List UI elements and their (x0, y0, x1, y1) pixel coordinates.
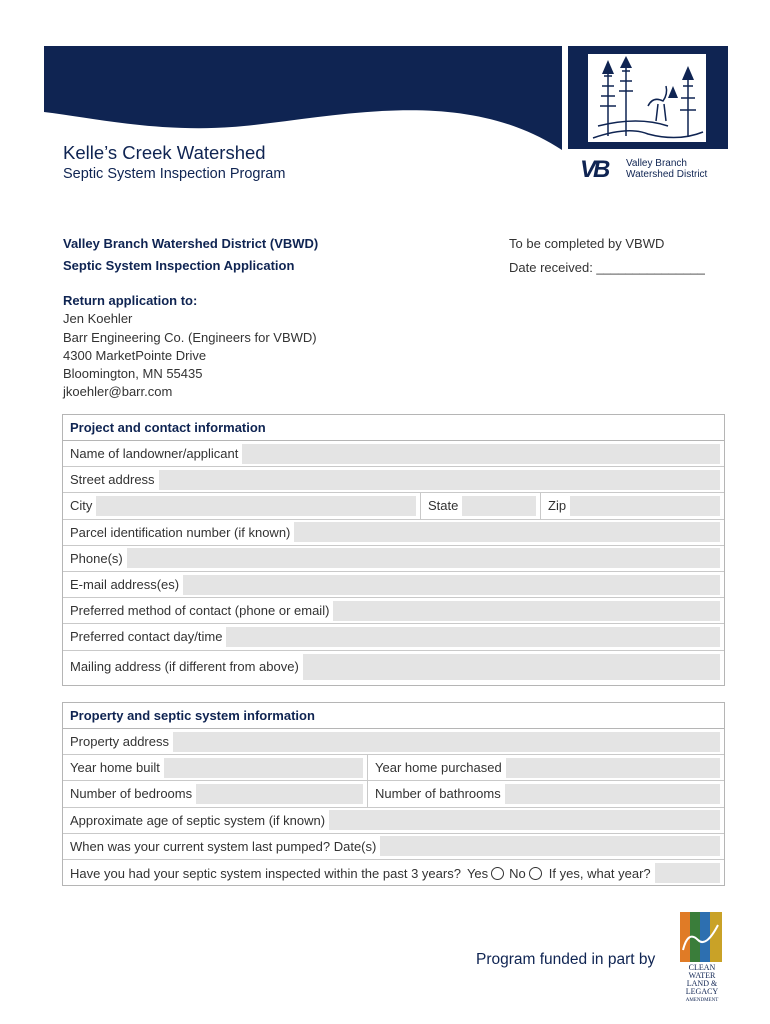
field-label: When was your current system last pumped? Date(s) (70, 838, 377, 854)
vb-name-line1: Valley Branch (626, 158, 687, 169)
return-line: Jen Koehler (63, 311, 133, 327)
logo-text-line: AMENDMENT (685, 998, 719, 1002)
office-use-line: To be completed by VBWD (509, 236, 665, 251)
vb-name (626, 158, 707, 180)
form-row (63, 651, 724, 683)
mailing-address-field[interactable] (303, 654, 720, 680)
landowner-name-field[interactable] (242, 444, 720, 464)
vbwd-logo (580, 157, 730, 183)
parcel-id-field[interactable] (294, 522, 720, 542)
field-label: Mailing address (if different from above) (70, 659, 299, 674)
form-row (63, 467, 724, 493)
field-label: Property address (70, 734, 169, 750)
field-label: Street address (70, 472, 155, 488)
street-address-field[interactable] (159, 470, 720, 490)
program-subtitle: Septic System Inspection Program (63, 166, 286, 182)
field-label: Approximate age of septic system (if known) (70, 812, 326, 828)
zip-cell (540, 493, 724, 518)
application-heading (63, 233, 318, 277)
form-row (63, 546, 724, 572)
section-title: Project and contact information (63, 415, 724, 441)
no-label: No (509, 865, 526, 881)
field-label: Phone(s) (70, 550, 123, 566)
field-label: City (70, 498, 93, 514)
property-info-section (62, 702, 725, 886)
form-row (63, 729, 724, 755)
office-use-block (509, 232, 705, 280)
if-yes-label: If yes, what year? (548, 865, 651, 881)
form-row (63, 808, 724, 834)
vb-name-line2: Watershed District (626, 169, 708, 180)
field-label: Parcel identification number (if known) (70, 524, 291, 540)
field-label: Number of bathrooms (375, 786, 501, 802)
last-pumped-field[interactable] (380, 836, 720, 856)
contact-info-section (62, 414, 725, 686)
logo-text-line: LAND & (686, 979, 718, 988)
preferred-time-field[interactable] (226, 627, 720, 647)
field-label: Have you had your septic system inspected within the past 3 years? (70, 865, 461, 881)
form-name: Septic System Inspection Application (63, 258, 295, 273)
bedrooms-cell (63, 781, 367, 806)
return-email: jkoehler@barr.com (63, 384, 173, 400)
header-banner-wave (44, 46, 562, 150)
return-address-block (63, 292, 317, 402)
form-row (63, 493, 724, 519)
email-field[interactable] (183, 575, 720, 595)
return-line: 4300 MarketPointe Drive (63, 347, 207, 363)
return-line: Bloomington, MN 55435 (63, 366, 203, 382)
yes-radio[interactable] (491, 867, 504, 880)
field-label: Year home built (70, 760, 160, 776)
bathrooms-field[interactable] (505, 784, 720, 804)
year-built-field[interactable] (164, 758, 363, 778)
yes-label: Yes (466, 865, 489, 881)
form-row (63, 860, 724, 886)
year-purchased-field[interactable] (506, 758, 720, 778)
state-field[interactable] (462, 496, 536, 516)
year-purchased-cell (367, 755, 724, 780)
funding-text: Program funded in part by (476, 951, 656, 968)
org-line: Valley Branch Watershed District (VBWD) (63, 236, 319, 251)
septic-age-field[interactable] (329, 810, 720, 830)
city-cell (63, 493, 420, 518)
section-title: Property and septic system information (63, 703, 724, 729)
field-label: E-mail address(es) (70, 577, 180, 593)
field-label: Number of bedrooms (70, 786, 193, 802)
phone-field[interactable] (127, 548, 720, 568)
vb-mark: VB (580, 156, 608, 183)
bathrooms-cell (367, 781, 724, 806)
return-line: Barr Engineering Co. (Engineers for VBWD) (63, 329, 317, 345)
program-title: Kelle’s Creek Watershed (63, 142, 266, 163)
city-field[interactable] (96, 496, 416, 516)
form-row (63, 834, 724, 860)
return-title: Return application to: (63, 293, 198, 308)
bedrooms-field[interactable] (196, 784, 363, 804)
form-row (63, 755, 724, 781)
form-row (63, 520, 724, 546)
field-label: Zip (548, 498, 567, 514)
state-cell (420, 493, 540, 518)
no-radio[interactable] (529, 867, 542, 880)
form-row (63, 441, 724, 467)
form-row (63, 598, 724, 624)
logo-text-line: WATER (688, 971, 716, 980)
field-label: Preferred method of contact (phone or email) (70, 603, 330, 619)
year-built-cell (63, 755, 367, 780)
date-received: Date received: _______________ (509, 260, 705, 275)
form-row (63, 624, 724, 650)
property-address-field[interactable] (173, 732, 720, 752)
inspection-year-field[interactable] (655, 863, 720, 883)
logo-text-line: LEGACY (685, 987, 719, 996)
form-row (63, 781, 724, 807)
watershed-illustration-logo (568, 46, 728, 149)
clean-water-land-legacy-logo (678, 910, 726, 1002)
preferred-method-field[interactable] (333, 601, 720, 621)
field-label: Preferred contact day/time (70, 629, 223, 645)
field-label: Year home purchased (375, 760, 502, 776)
field-label: State (428, 498, 459, 514)
zip-field[interactable] (570, 496, 720, 516)
field-label: Name of landowner/applicant (70, 446, 239, 462)
logo-text-line: CLEAN (688, 963, 716, 972)
form-row (63, 572, 724, 598)
